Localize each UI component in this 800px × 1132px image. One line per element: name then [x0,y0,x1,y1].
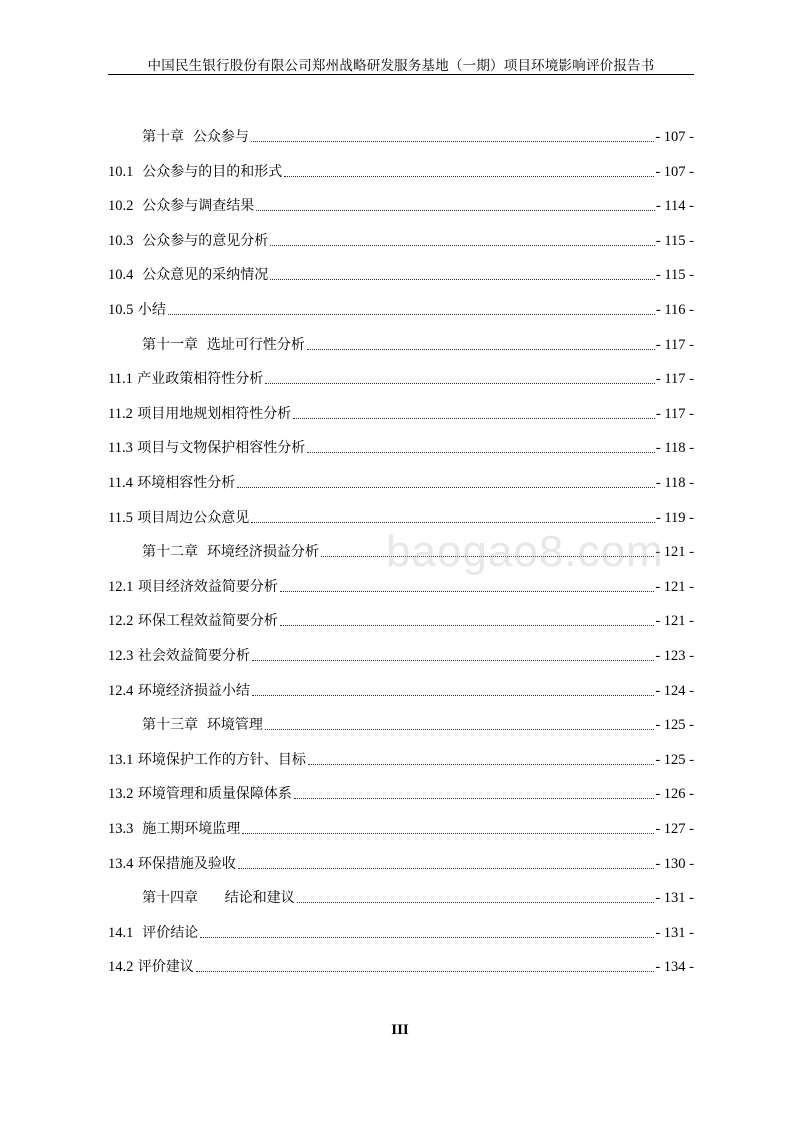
toc-entry-number: 12.3 [108,648,134,664]
toc-entry-text: 环境保护工作的方针、目标 [133,751,306,768]
toc-entry[interactable] [108,710,694,734]
toc-entry-title [108,612,278,630]
header-rule [108,74,694,75]
toc-dot-leader [251,522,655,523]
toc-entry[interactable] [108,849,694,873]
toc-entry-text: 评价结论 [133,924,199,941]
toc-dot-leader [270,279,655,280]
toc-entry-page: - 115 - [655,232,694,249]
toc-entry[interactable] [108,157,694,181]
toc-entry-title [108,751,306,769]
toc-dot-leader [307,452,655,453]
toc-entry-page: - 117 - [655,405,694,422]
toc-dot-leader [237,487,655,488]
toc-entry-number: 10.1 [108,163,134,180]
toc-entry-number: 11.5 [108,509,133,526]
toc-entry-number: 10.5 [108,302,134,318]
toc-entry-page: - 121 - [655,544,694,561]
toc-entry-title [108,682,250,700]
toc-dot-leader [251,141,654,142]
toc-entry-page: - 107 - [655,129,694,145]
toc-entry-text: 施工期环境监理 [133,821,241,837]
toc-entry-title [108,439,305,457]
toc-entry-text: 环境经济损益小结 [133,682,250,699]
toc-entry-text: 第十四章 结论和建议 [142,890,295,907]
toc-entry-text: 项目经济效益简要分析 [133,578,278,595]
toc-dot-leader [280,625,655,626]
toc-entry-page: - 130 - [655,855,694,872]
toc-entry[interactable] [108,503,694,527]
toc-entry-number: 11.3 [108,440,133,457]
toc-entry-number: 14.1 [108,924,134,941]
toc-entry-number: 13.2 [108,786,134,803]
toc-dot-leader [293,418,655,419]
toc-entry-page: - 118 - [655,440,694,457]
toc-entry-number: 11.2 [108,405,133,422]
toc-entry[interactable] [108,191,694,215]
toc-entry-text: 项目周边公众意见 [132,509,250,526]
toc-entry-title [108,924,198,942]
toc-entry[interactable] [108,745,694,769]
toc-entry-text: 环保措施及验收 [133,855,236,872]
toc-dot-leader [265,383,655,384]
toc-entry-title [108,958,194,976]
toc-dot-leader [280,591,655,592]
toc-entry-text: 产业政策相符性分析 [132,371,264,388]
toc-entry-title [108,232,268,250]
toc-entry-page: - 131 - [655,924,694,941]
toc-entry-text: 公众意见的采纳情况 [133,267,269,284]
toc-entry-title [108,509,249,527]
toc-entry-text: 环境相容性分析 [132,475,236,491]
toc-entry-text: 第十二章 环境经济损益分析 [142,544,319,561]
toc-dot-leader [168,314,655,315]
toc-entry-page: - 123 - [655,648,694,664]
toc-entry-page: - 107 - [655,163,694,180]
toc-entry-page: - 118 - [655,475,694,491]
toc-entry-text: 公众参与的目的和形式 [133,163,283,180]
toc-entry-page: - 121 - [655,578,694,595]
toc-entry-page: - 124 - [655,682,694,699]
toc-dot-leader [196,971,655,972]
toc-entry-title [108,578,278,596]
toc-entry-number: 13.3 [108,821,134,837]
toc-entry-title [108,163,282,181]
toc-entry-page: - 131 - [655,890,694,907]
toc-dot-leader [238,868,655,869]
toc-entry[interactable] [108,952,694,976]
toc-entry-page: - 114 - [655,198,694,215]
toc-entry[interactable] [108,676,694,700]
toc-entry-number: 11.4 [108,475,133,491]
toc-entry-title [108,405,291,423]
toc-entry-text: 项目用地规划相符性分析 [132,405,292,422]
toc-entry-text: 第十三章 环境管理 [142,717,263,734]
toc-entry[interactable] [108,295,694,319]
toc-entry-number: 14.2 [108,959,134,976]
toc-entry-page: - 117 - [655,371,694,388]
toc-entry[interactable] [108,779,694,803]
toc-entry[interactable] [108,122,694,146]
toc-dot-leader [294,798,655,799]
toc-dot-leader [284,176,654,177]
toc-dot-leader [252,695,655,696]
toc-entry-page: - 125 - [655,717,694,734]
toc-entry-title [108,336,305,354]
toc-dot-leader [200,937,654,938]
toc-entry-title [108,266,268,284]
toc-entry-text: 环保工程效益简要分析 [133,613,278,630]
toc-entry[interactable] [108,814,694,838]
toc-entry[interactable] [108,641,694,665]
toc-entry-page: - 127 - [655,821,694,837]
toc-entry-text: 项目与文物保护相容性分析 [132,440,306,457]
toc-entry-title [108,370,263,388]
toc-dot-leader [270,245,655,246]
toc-entry-text: 小结 [133,302,166,318]
toc-entry[interactable] [108,399,694,423]
toc-entry-number: 11.1 [108,371,133,388]
toc-entry[interactable] [108,260,694,284]
toc-entry-page: - 125 - [655,751,694,768]
toc-entry-title [108,647,250,665]
toc-entry-text: 环境管理和质量保障体系 [133,786,292,803]
toc-entry-title [108,543,319,561]
toc-entry[interactable] [108,330,694,354]
toc-entry-title [108,716,263,734]
running-header: 中国民生银行股份有限公司郑州战略研发服务基地（一期）项目环境影响评价报告书 [147,58,655,74]
watermark: baogao8.com [386,527,664,576]
toc-entry-number: 12.4 [108,682,134,699]
toc-entry-title [108,855,236,873]
toc-entry[interactable] [108,364,694,388]
toc-entry-number: 13.1 [108,751,134,768]
toc-entry[interactable] [108,433,694,457]
toc-entry-page: - 121 - [655,613,694,630]
toc-entry-page: - 126 - [655,786,694,803]
toc-entry-page: - 117 - [655,336,694,353]
toc-entry[interactable] [108,918,694,942]
toc-dot-leader [252,660,655,661]
toc-entry-page: - 115 - [655,267,694,284]
toc-entry-text: 社会效益简要分析 [133,648,250,664]
toc-entry-title [108,197,254,215]
toc-dot-leader [242,833,654,834]
toc-dot-leader [265,729,654,730]
toc-entry-number: 12.1 [108,578,134,595]
toc-entry-title [108,820,240,838]
toc-entry-number: 12.2 [108,613,134,630]
toc-entry-text: 第十一章 选址可行性分析 [142,336,305,353]
toc-entry-text: 公众参与调查结果 [133,198,255,215]
toc-entry-page: - 119 - [655,509,694,526]
toc-dot-leader [256,210,655,211]
toc-entry-title [108,301,166,319]
toc-entry-title [108,785,292,803]
toc-entry-number: 10.3 [108,232,134,249]
toc-entry-page: - 134 - [655,959,694,976]
toc-entry-text: 第十章 公众参与 [142,129,249,145]
toc-entry-number: 10.2 [108,198,134,215]
toc-entry-text: 公众参与的意见分析 [133,232,269,249]
page-number: III [391,1022,409,1038]
toc-dot-leader [297,902,655,903]
toc-entry[interactable] [108,226,694,250]
toc-entry-title [108,474,235,492]
toc-dot-leader [307,349,655,350]
toc-entry-number: 10.4 [108,267,134,284]
toc-entry[interactable] [108,883,694,907]
toc-entry[interactable] [108,468,694,492]
toc-entry-page: - 116 - [655,302,694,318]
toc-entry[interactable] [108,606,694,630]
toc-entry-title [108,889,295,907]
toc-entry-text: 评价建议 [133,959,194,976]
toc-entry-title [108,128,249,146]
toc-dot-leader [308,764,655,765]
toc-entry-number: 13.4 [108,855,134,872]
